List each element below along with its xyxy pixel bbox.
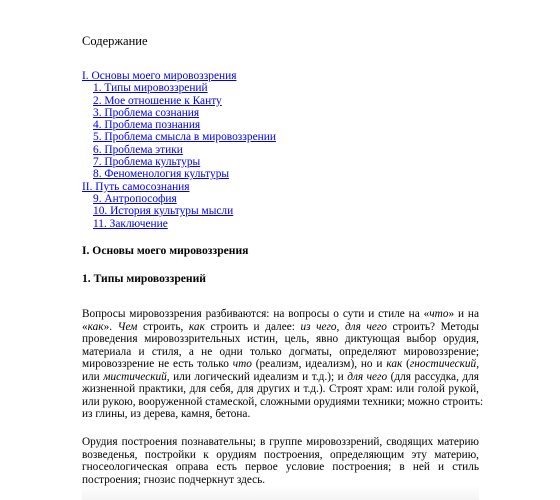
toc-link-1[interactable]: 1. Типы мировоззрений: [93, 82, 208, 95]
text-run: Вопросы мировоззрения разбиваются: на вопросы о сути и стиле на «: [82, 308, 430, 320]
text-line: гносеологическая оправа есть первое условие построения; в ней и стиль: [82, 461, 479, 474]
toc-link-11[interactable]: 11. Заключение: [93, 217, 168, 230]
italic-run: что: [429, 308, 449, 320]
italic-run: Чем: [117, 320, 138, 333]
toc-item: [82, 218, 402, 230]
text-run: (: [402, 358, 410, 371]
toc-link-5[interactable]: 5. Проблема смысла в мировоззрении: [93, 131, 276, 144]
text-line: [82, 358, 479, 371]
text-run: или логический идеализм и т.д.); и: [169, 370, 348, 383]
body-paragraph-1: [82, 308, 484, 421]
toc-link-7[interactable]: 7. Проблема культуры: [93, 156, 201, 169]
italic-run: как: [188, 320, 205, 333]
italic-run: как: [87, 320, 104, 333]
toc-link-2[interactable]: 2. Мое отношение к Канту: [93, 94, 222, 107]
subsection-title: 1. Типы мировоззрений: [82, 272, 206, 285]
text-line: материала и стиля, а не одни только догматы, определяют мировоззрение;: [82, 345, 479, 358]
text-run: » и на: [448, 308, 479, 320]
toc-link-3[interactable]: 3. Проблема сознания: [93, 106, 200, 119]
italic-run: что: [232, 358, 252, 371]
italic-run: из чего, для чего: [300, 320, 387, 333]
text-run: строить,: [137, 320, 189, 333]
text-run: (для рассудка, для: [387, 370, 480, 383]
part-title: I. Основы моего мировоззрения: [82, 244, 249, 257]
toc-link-6[interactable]: 6. Проблема этики: [93, 143, 183, 156]
text-run: строить и далее:: [204, 320, 301, 333]
toc-link-8[interactable]: 8. Феноменология культуры: [93, 168, 230, 181]
table-of-contents: [82, 70, 402, 230]
toc-link-part-1[interactable]: I. Основы моего мировоззрения: [82, 70, 237, 82]
toc-item: [82, 82, 402, 94]
toc-item: [82, 193, 402, 205]
text-run: (реализм, идеализм), но и: [251, 358, 387, 371]
toc-item: [82, 119, 402, 131]
toc-item: [82, 181, 402, 193]
toc-link-part-2[interactable]: II. Путь самосознания: [82, 180, 190, 193]
text-run: или: [82, 370, 104, 383]
text-line: построения; гнозис подчеркнут здесь.: [82, 473, 266, 486]
page-fade: [82, 486, 479, 500]
text-line: [82, 308, 479, 321]
toc-link-10[interactable]: 10. История культуры мысли: [93, 205, 234, 218]
text-run: «: [82, 320, 88, 333]
text-line: проведения мировоззрительных истин, цель, явно диктующая выбор орудия,: [82, 333, 479, 346]
body-paragraph-2: [82, 436, 479, 486]
text-run: ».: [103, 320, 118, 333]
toc-item: [82, 131, 402, 143]
text-line: или рукою, вооруженной стамеской, сложными орудиями техники; можно строить:: [82, 395, 484, 408]
toc-item: [82, 168, 402, 180]
text-line: возведенья, постройки к орудиям построения, определяющим эту материю,: [82, 448, 479, 461]
toc-item: [82, 205, 402, 217]
text-run: мировоззрение не есть только: [82, 358, 233, 371]
text-line: [82, 371, 479, 384]
text-run: строить? Методы: [386, 320, 479, 333]
italic-run: как: [386, 358, 403, 371]
toc-item: [82, 144, 402, 156]
italic-run: мистический,: [103, 370, 170, 383]
toc-item: [82, 95, 402, 107]
toc-item: [82, 107, 402, 119]
toc-item: [82, 70, 402, 82]
text-line: [82, 321, 479, 334]
contents-heading: Содержание: [82, 34, 148, 48]
italic-run: гностический,: [409, 358, 480, 371]
toc-item: [82, 156, 402, 168]
italic-run: для чего: [347, 370, 388, 383]
text-line: жизненной практики, для себя, для других и т.д.). Строят храм: или голой рукой,: [82, 383, 479, 396]
text-line: из глины, из дерева, камня, бетона.: [82, 408, 251, 421]
text-line: Орудия построения познавательны; в группе мировоззрений, сводящих материю: [82, 436, 479, 448]
toc-link-9[interactable]: 9. Антропософия: [93, 192, 177, 205]
toc-link-4[interactable]: 4. Проблема познания: [93, 119, 201, 132]
